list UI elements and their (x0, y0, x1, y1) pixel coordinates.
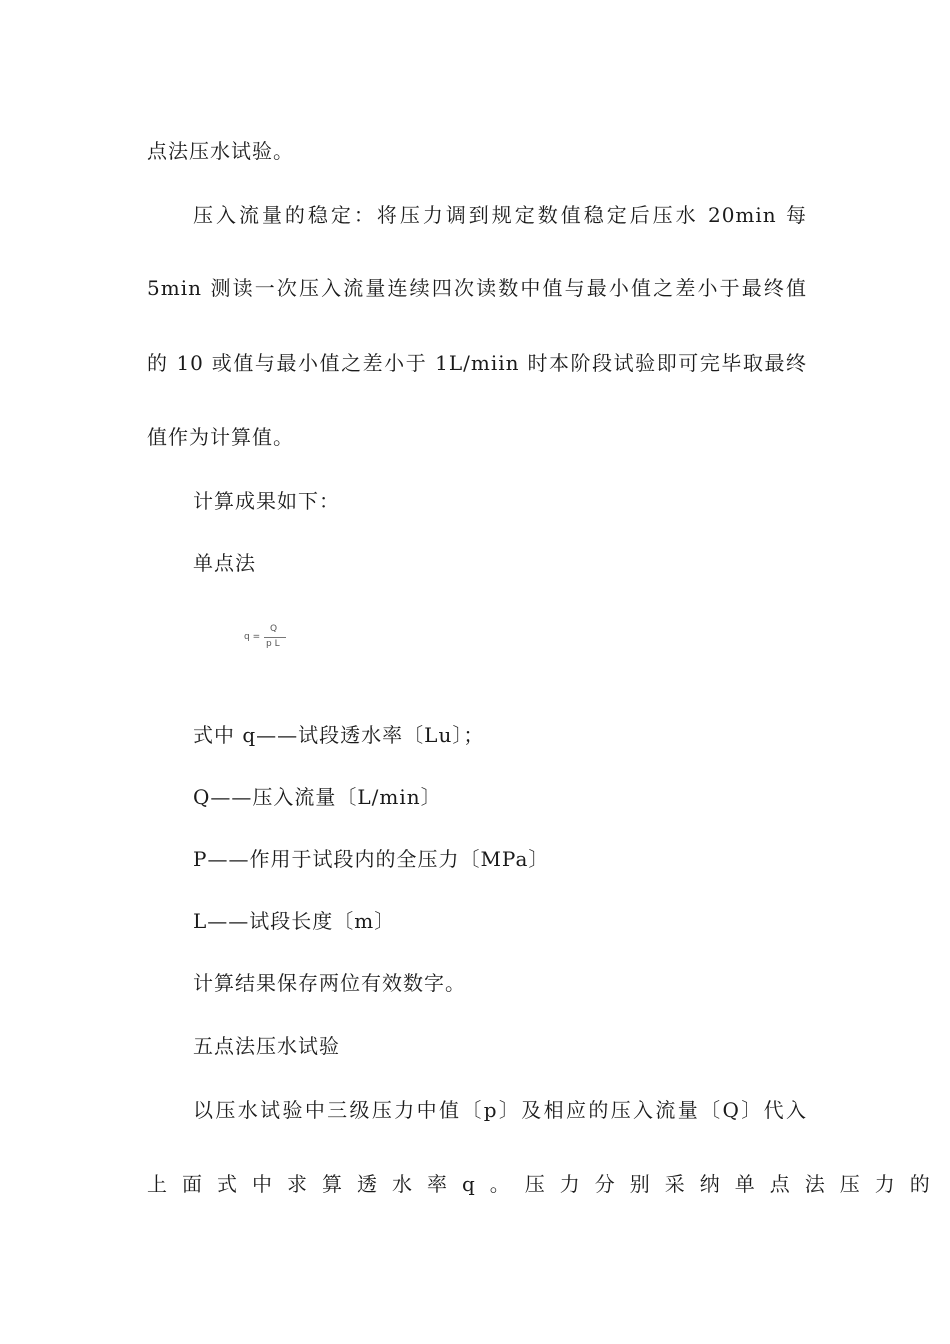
formula-denominator: p L (266, 639, 280, 649)
definition-line: 式中 q——试段透水率〔Lu〕； (193, 723, 485, 747)
definition-line: Q——压入流量〔L/min〕 (193, 785, 442, 809)
paragraph-line: 计算成果如下： (193, 489, 340, 513)
paragraph-line: 值作为计算值。 (147, 425, 294, 449)
paragraph-line: 点法压水试验。 (147, 139, 294, 163)
paragraph-line: 上面式中求算透水率q。压力分别采纳单点法压力的 (147, 1172, 945, 1196)
paragraph-line: 计算结果保存两位有效数字。 (193, 971, 466, 995)
formula-lhs: q = (244, 632, 261, 642)
section-heading: 五点法压水试验 (193, 1034, 340, 1058)
definition-line: L——试段长度〔m〕 (193, 909, 396, 933)
fraction-bar (264, 637, 286, 638)
permeability-formula (244, 624, 304, 654)
formula-numerator: Q (270, 624, 278, 634)
section-heading: 单点法 (193, 551, 256, 575)
definition-line: P——作用于试段内的全压力〔MPa〕 (193, 847, 550, 871)
paragraph-line: 的 10 或值与最小值之差小于 1L/miin 时本阶段试验即可完毕取最终 (147, 351, 807, 375)
paragraph-line: 5min 测读一次压入流量连续四次读数中值与最小值之差小于最终值 (147, 276, 807, 300)
paragraph-line: 以压水试验中三级压力中值〔p〕及相应的压入流量〔Q〕代入 (193, 1098, 807, 1122)
paragraph-line: 压入流量的稳定：将压力调到规定数值稳定后压水 20min 每 (193, 203, 807, 227)
